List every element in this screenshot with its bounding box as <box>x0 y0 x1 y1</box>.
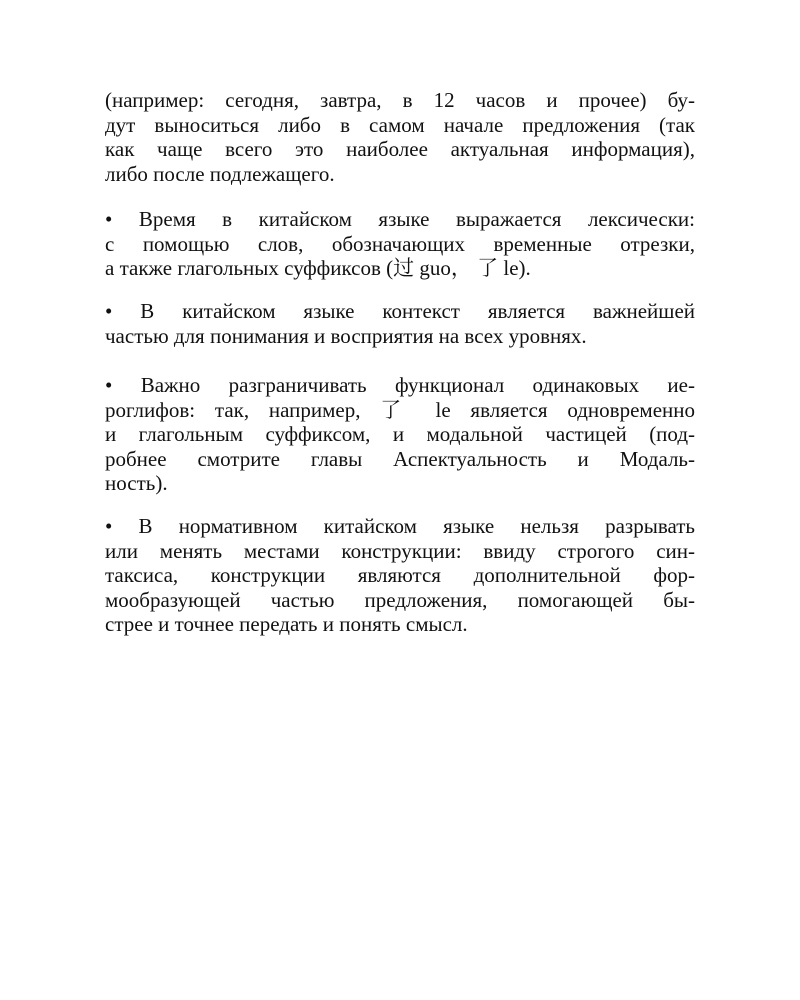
text-line: • Важно разграничивать функционал одинаковых ие- <box>105 373 695 397</box>
text-line: или менять местами конструкции: ввиду строгого син- <box>105 538 695 563</box>
text-line: • В нормативном китайском языке нельзя разрывать <box>105 514 695 538</box>
text-line: частью для понимания и восприятия на всех уровнях. <box>105 323 587 348</box>
text-line: и глагольным суффиксом, и модальной частицей (под- <box>105 422 695 446</box>
bullet-paragraph-context <box>105 299 695 348</box>
text-line: либо после подлежащего. <box>105 161 335 186</box>
text-line: ность). <box>105 471 168 495</box>
text-line: дут выноситься либо в самом начале предложения (так <box>105 112 695 137</box>
text-line: таксиса, конструкции являются дополнительной фор- <box>105 563 695 587</box>
text-line: а также глагольных суффиксов (过 guo， 了 le). <box>105 256 531 280</box>
bullet-paragraph-hieroglyphs <box>105 373 695 496</box>
intro-paragraph <box>105 88 695 186</box>
text-line: (например: сегодня, завтра, в 12 часов и прочее) бу- <box>105 88 695 112</box>
text-line: робнее смотрите главы Аспектуальность и Модаль- <box>105 446 695 471</box>
text-line: роглифов: так, например, 了 le является одновременно <box>105 397 695 422</box>
text-line: как чаще всего это наиболее актуальная информация), <box>105 137 695 161</box>
text-line: • В китайском языке контекст является важнейшей <box>105 299 695 323</box>
text-line: мообразующей частью предложения, помогающей бы- <box>105 587 695 612</box>
text-line: с помощью слов, обозначающих временные отрезки, <box>105 231 695 256</box>
text-line: стрее и точнее передать и понять смысл. <box>105 612 468 636</box>
text-line: • Время в китайском языке выражается лексически: <box>105 207 695 231</box>
bullet-paragraph-time <box>105 207 695 281</box>
bullet-paragraph-constructions <box>105 514 695 637</box>
